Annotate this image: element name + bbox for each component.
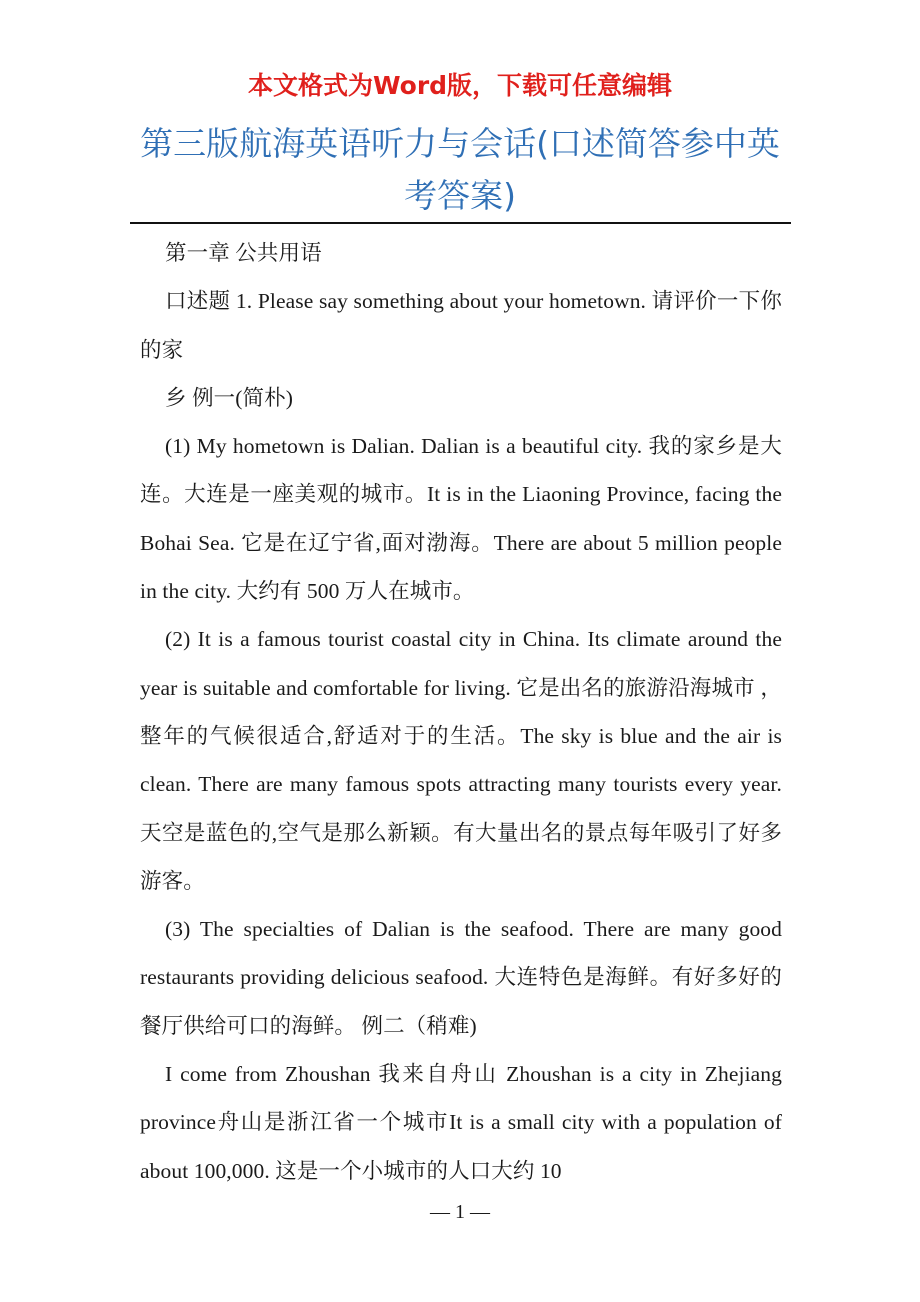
answer-paragraph-2: (2) It is a famous tourist coastal city in China. Its climate around the year is suitable and comfortable for living. 它是出名的旅游沿海城市 ，整年的气候很适合,舒适对于的生活。The sky is blue and the air is clean. There are many famous spots attracting many tourists every year. 天空是蓝色的,空气是那么新颖。有大量出名的景点每年吸引了好多游客。	[140, 627, 782, 893]
page-number: — 1 —	[430, 1201, 490, 1223]
answer-paragraph-3: (3) The specialties of Dalian is the seafood. There are many good restaurants providing delicious seafood. 大连特色是海鲜。有好多好的餐厅供给可口的海鲜。 例二（稍难)	[140, 917, 782, 1038]
document-title: 第三版航海英语听力与会话(口述简答参中英考答案)	[140, 124, 780, 215]
chapter-heading: 第一章 公共用语	[165, 241, 322, 265]
example-label-paragraph: 乡 例一(简朴)	[165, 385, 293, 410]
download-banner: 本文格式为Word版，下载可任意编辑	[247, 71, 673, 100]
question-paragraph: 口述题 1. Please say something about your hometown. 请评价一下你的家	[140, 289, 782, 362]
title-divider	[130, 222, 791, 224]
document-body	[140, 229, 782, 1195]
answer-paragraph-1: (1) My hometown is Dalian. Dalian is a beautiful city. 我的家乡是大连。大连是一座美观的城市。It is in the Liaoning Province, facing the Bohai Sea. 它是在辽宁省,面对渤海。There are about 5 million people in the city. 大约有 500 万人在城市。	[140, 434, 782, 604]
example-two-paragraph: I come from Zhoushan 我来自舟山 Zhoushan is a city in Zhejiang province舟山是浙江省一个城市It is a small city with a population of about 100,000. 这是一个小城市的人口大约 10	[140, 1062, 782, 1183]
